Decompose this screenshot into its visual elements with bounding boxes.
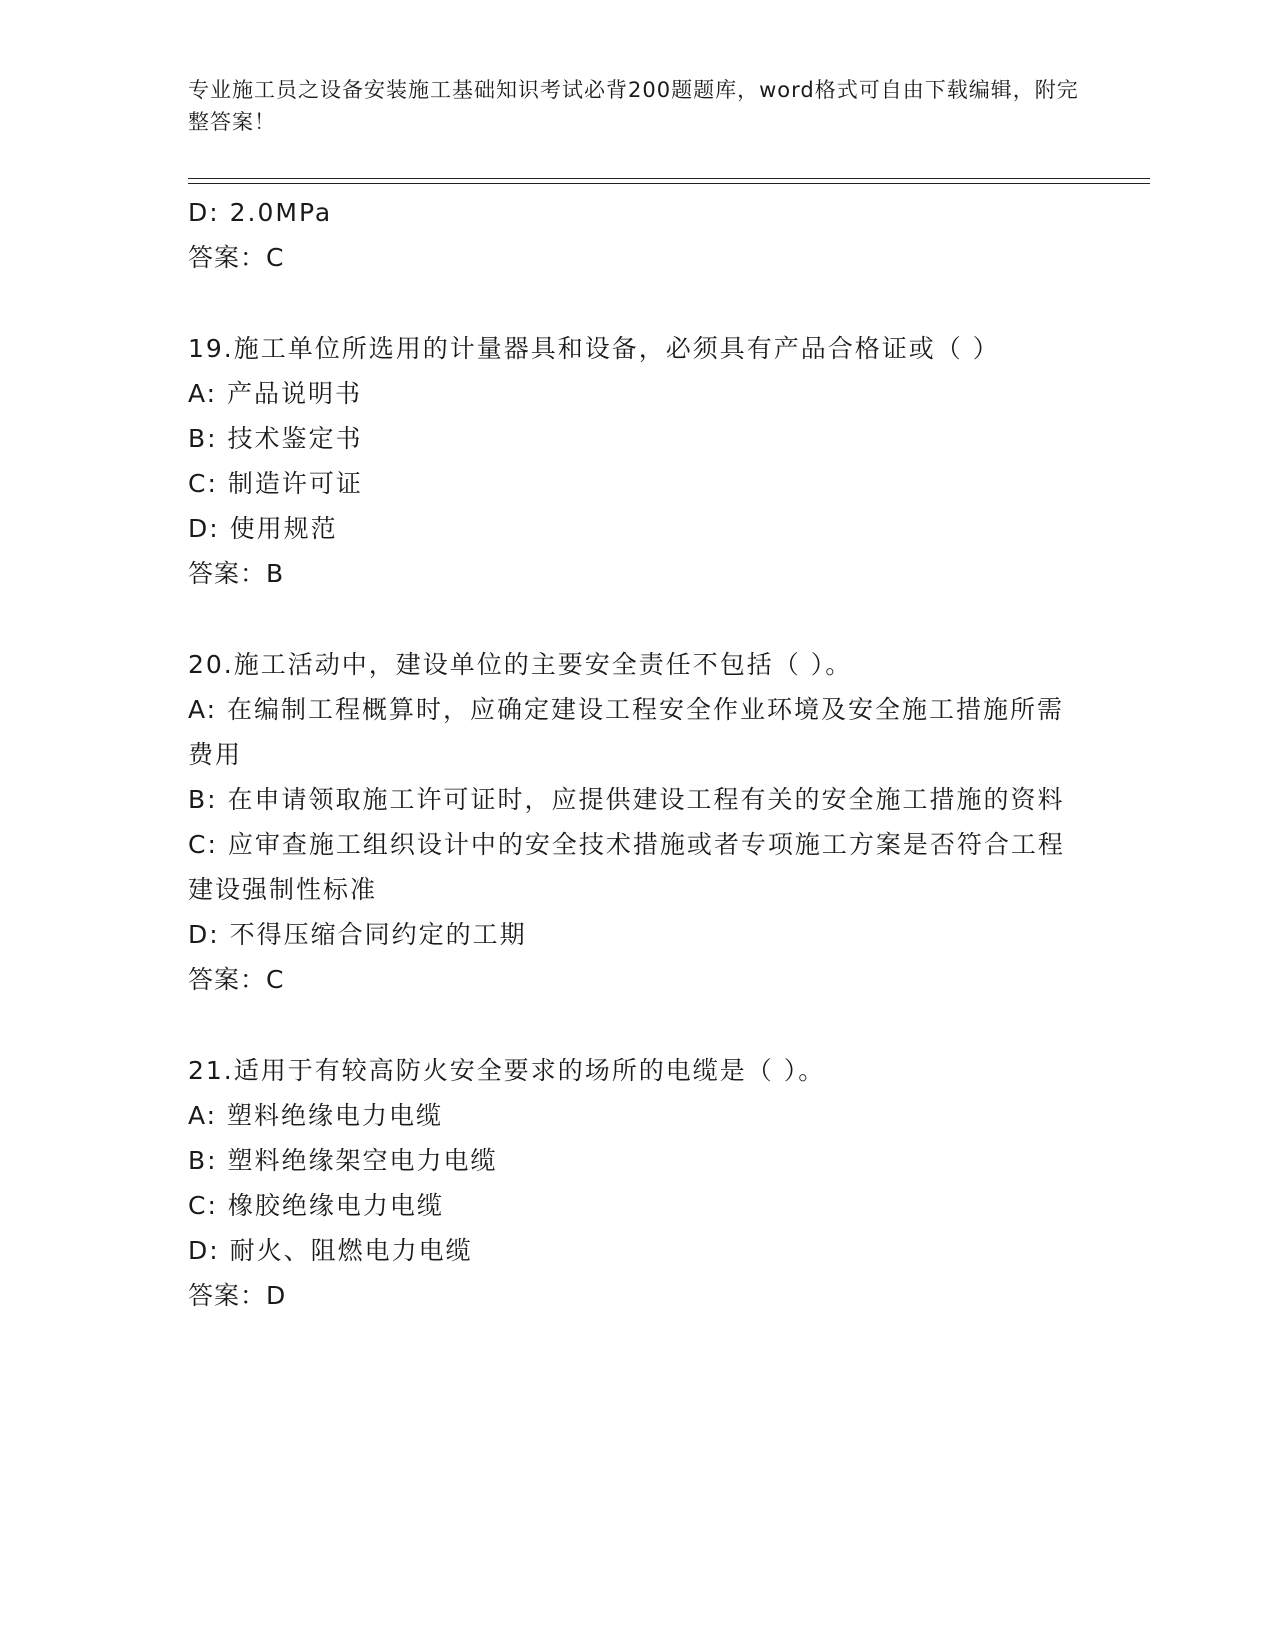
- prev-option-d: D: 2.0MPa: [188, 198, 333, 227]
- option-a: A: 塑料绝缘电力电缆: [188, 1101, 444, 1130]
- header-divider-top: [188, 178, 1150, 179]
- option-a: A: 产品说明书: [188, 379, 363, 408]
- prev-answer: 答案：C: [188, 243, 285, 272]
- option-d: D: 耐火、阻燃电力电缆: [188, 1236, 473, 1265]
- option-d: D: 不得压缩合同约定的工期: [188, 920, 527, 949]
- spacer: [188, 280, 1088, 326]
- question-stem: 19.施工单位所选用的计量器具和设备，必须具有产品合格证或（ ）: [188, 334, 1000, 363]
- option-d: D: 使用规范: [188, 514, 338, 543]
- option-c: C: 应审查施工组织设计中的安全技术措施或者专项施工方案是否符合工程建设强制性标准: [188, 830, 1065, 904]
- spacer: [188, 596, 1088, 642]
- question-block: [188, 642, 1088, 1002]
- option-b: B: 塑料绝缘架空电力电缆: [188, 1146, 498, 1175]
- option-b: B: 在申请领取施工许可证时，应提供建设工程有关的安全施工措施的资料: [188, 785, 1065, 814]
- question-block: [188, 326, 1088, 596]
- answer: 答案：B: [188, 559, 285, 588]
- document-header: 专业施工员之设备安装施工基础知识考试必背200题题库，word格式可自由下载编辑，附完整答案！: [188, 78, 1079, 134]
- question-stem: 20.施工活动中，建设单位的主要安全责任不包括（ ）。: [188, 650, 853, 679]
- spacer: [188, 1002, 1088, 1048]
- question-stem: 21.适用于有较高防火安全要求的场所的电缆是（ ）。: [188, 1056, 826, 1085]
- option-a: A: 在编制工程概算时，应确定建设工程安全作业环境及安全施工措施所需费用: [188, 695, 1065, 769]
- answer: 答案：D: [188, 1281, 287, 1310]
- answer: 答案：C: [188, 965, 285, 994]
- question-block: [188, 1048, 1088, 1318]
- option-c: C: 橡胶绝缘电力电缆: [188, 1191, 444, 1220]
- option-c: C: 制造许可证: [188, 469, 363, 498]
- option-b: B: 技术鉴定书: [188, 424, 363, 453]
- header-divider-bottom: [188, 183, 1150, 184]
- document-body: [188, 190, 1088, 1318]
